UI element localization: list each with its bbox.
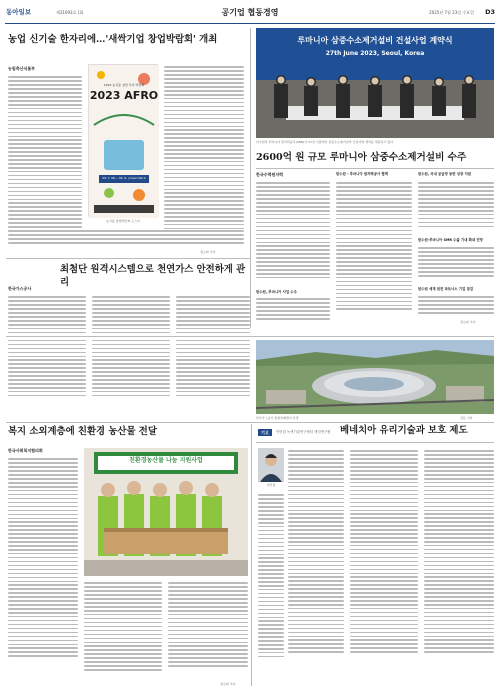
- column-text-col3: [424, 448, 494, 684]
- article4-photo: [84, 448, 248, 576]
- article1-headline: 농업 신기술 한자리에…'새싹기업 창업박람회' 개최: [8, 34, 218, 45]
- article3-text-col1: [8, 294, 86, 408]
- article3-headline: 최첨단 원격시스템으로 천연가스 안전하게 관리: [60, 264, 246, 288]
- article2-text-col3b: [418, 245, 494, 285]
- masthead: [0, 0, 500, 30]
- article2-sub4: 한수원-루마니아 SMR 수출 기대 확대 전망: [418, 238, 483, 242]
- article2-text-col2: [336, 180, 412, 326]
- article2-photo: [256, 28, 494, 138]
- volunteer-group-photo: [84, 448, 248, 576]
- column-divider: [250, 28, 251, 328]
- article4-byline: 한국사회복지협의회: [8, 448, 43, 453]
- column-rule: [256, 442, 494, 443]
- article2-text-col3a: [418, 180, 494, 236]
- article2-text-col3c: [418, 294, 494, 318]
- author-name: 이민섭: [266, 483, 276, 487]
- poster-graphic: [89, 65, 159, 218]
- article3-photo-caption: 한국가스공사 통합관제센터 전경: [256, 416, 299, 420]
- poster-dates: 09. 7. 08 ~ 09. 9. | Coex Hall A: [102, 176, 146, 180]
- article4-headline: 복지 소외계층에 친환경 농산물 전달: [8, 426, 157, 437]
- article2-text-col1: [256, 180, 330, 290]
- page-number: D3: [485, 8, 495, 16]
- article2-credit: 정소희 기자: [460, 320, 476, 324]
- column-headline: 베네치아 유리기술과 보호 제도: [340, 425, 468, 436]
- article2-sub5: 한수원 세계 원전 파트너스 기업 점검: [418, 287, 474, 291]
- section-title: 공기업 협동경영: [221, 8, 279, 17]
- column-tag: 기고: [258, 429, 272, 436]
- article1-poster-caption: 농식품 창업박람회 포스터: [106, 219, 140, 223]
- column-text-col1: [288, 448, 344, 684]
- article1-text-col2: [164, 64, 244, 244]
- issue-date: 2025년 7월 23일 수요일: [429, 10, 474, 15]
- author-photo: [258, 448, 284, 482]
- column-author: 이민섭 녹색기술연구센터 책임연구원: [276, 430, 331, 434]
- article3-byline: 한국가스공사: [8, 286, 32, 291]
- article3-credit: 김문 기자: [460, 416, 473, 420]
- article2-rule: [256, 168, 494, 169]
- lower-rule: [6, 422, 494, 423]
- article2-headline: 2600억 원 규모 루마니아 삼중수소제거설비 수주: [256, 152, 467, 163]
- article3-text-col3: [176, 294, 250, 408]
- paper-name: 동아일보: [6, 8, 32, 16]
- article3-photo: [256, 340, 494, 414]
- article2-photo-caption: 한수원과 루마니아 원자력공사(SNN)가 27일 서울에서 삼중수소제거설비 건설사업 계약을 체결하고 있다.: [256, 140, 395, 144]
- column-text-col0: [258, 492, 284, 684]
- article3-text-col2: [92, 294, 170, 408]
- control-center-aerial-photo: [256, 340, 494, 414]
- article2-sub3: 한수원, 국내 공급망 동반 성장 지원: [418, 172, 472, 176]
- article2-sub2: 한수원 - 루마니아 원자력공사 협력: [336, 172, 388, 176]
- article3-top-rule: [6, 258, 250, 259]
- afro-poster: [88, 64, 158, 217]
- author-portrait: [258, 448, 284, 482]
- article2-sub1: 한수원, 루마니아 사업 수주: [256, 290, 297, 294]
- lower-column-divider: [251, 424, 252, 686]
- issue-number: 제31693호 (3): [56, 10, 84, 15]
- poster-subtitle: 2023 농식품 창업 투자 박람회: [103, 83, 145, 87]
- poster-title: 2023 AFRO: [89, 89, 159, 102]
- article4-banner: 친환경농산물 나눔 지원사업: [129, 457, 203, 464]
- poster-year: [89, 83, 159, 87]
- article1-credit: 정소희 기자: [200, 250, 216, 254]
- article1-byline: 농림축산식품부: [8, 66, 36, 71]
- column-text-col2: [350, 448, 418, 684]
- article4-text-col3: [168, 580, 248, 680]
- article2-text-col1b: [256, 296, 330, 326]
- banner-title: 루마니아 삼중수소제거설비 건설사업 계약식: [297, 36, 453, 45]
- article1-text-bottom: [8, 228, 244, 250]
- article2-byline: 한국수력원자력: [256, 172, 284, 177]
- masthead-rule: [5, 23, 495, 24]
- article4-text-col1: [8, 456, 78, 684]
- article1-text-col1: [8, 74, 82, 244]
- article4-credit: 정소희 기자: [220, 682, 236, 686]
- article4-text-col2: [84, 580, 162, 684]
- banner-date: 27th June 2023, Seoul, Korea: [325, 50, 425, 57]
